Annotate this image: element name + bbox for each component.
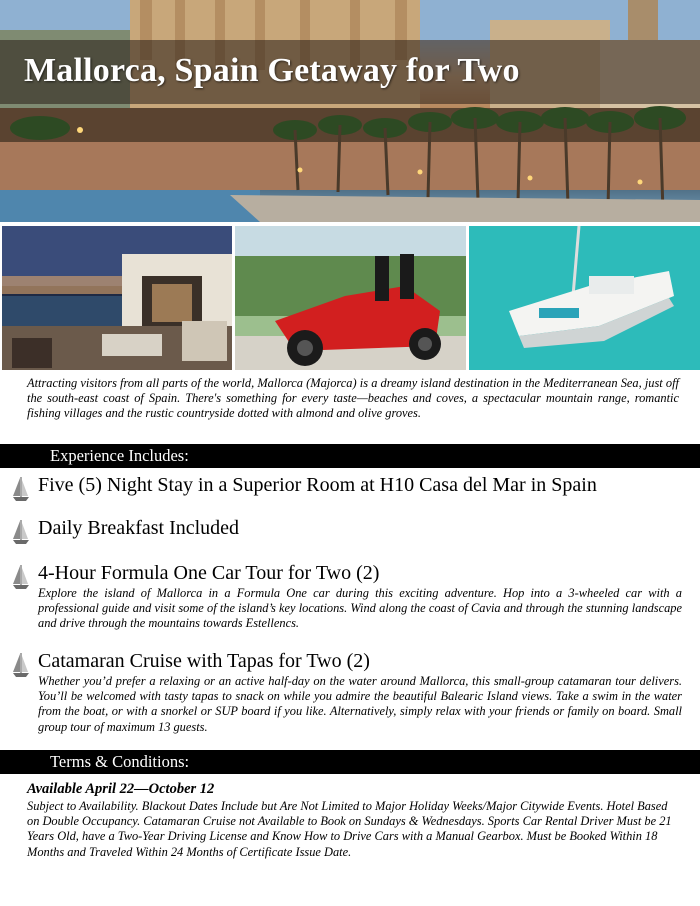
terms-heading: Terms & Conditions:: [50, 752, 190, 771]
experience-item-title: Catamaran Cruise with Tapas for Two (2): [38, 650, 370, 672]
availability-dates: Available April 22—October 12: [27, 781, 215, 797]
experience-item-title: 4-Hour Formula One Car Tour for Two (2): [38, 562, 380, 584]
sailboat-icon: [12, 519, 30, 545]
cathedral-waterfront-illustration: [0, 0, 700, 222]
experience-item-description: Explore the island of Mallorca in a Formula One car during this exciting adventure. Hop into a 3-wheeled car with a professional guide and visit some of the island’s key locations. Wind along the coast of Cavia and through the stunning landscape and drive through the mountains towards Estellencs.: [38, 586, 682, 631]
experience-item-description: Whether you’d prefer a relaxing or an active half-day on the water around Mallorca, this small-group catamaran tour delivers. You’ll be welcomed with tasty tapas to snack on while you admire the beautiful Balearic Island views. Take a swim in the water from the boat, or with a snorkel or SUP board if you like. Alternatively, simply relax with your friends or family on board. Small group tour of maximum 13 guests.: [38, 674, 682, 734]
experience-item-title: Five (5) Night Stay in a Superior Room at H10 Casa del Mar in Spain: [38, 474, 597, 496]
experience-item-title: Daily Breakfast Included: [38, 517, 240, 539]
intro-paragraph: Attracting visitors from all parts of the world, Mallorca (Majorca) is a dreamy island destination in the Mediterranean Sea, just off the south-east coast of Spain. There's something for every taste—beaches and coves, a spectacular mountain range, romantic fishing villages and the rustic countryside dotted with almond and olive groves.: [27, 376, 679, 421]
experience-heading-bar: [0, 444, 700, 468]
terms-section: [27, 781, 679, 860]
page-title: Mallorca, Spain Getaway for Two: [24, 52, 520, 89]
hotel-terrace-photo: [2, 226, 232, 370]
experience-heading: Experience Includes:: [50, 446, 189, 465]
catamaran-photo: [469, 226, 700, 370]
sailboat-icon: [12, 652, 30, 678]
hero-banner-image: [0, 0, 700, 222]
terms-text: Subject to Availability. Blackout Dates Include but Are Not Limited to Major Holiday Weeks/Major Citywide Events. Hotel Based on Double Occupancy. Catamaran Cruise not Available to Book on Sundays & Wednesdays. Sports Car Rental Driver Must be 21 Years Old, have a Two-Year Driving License and Know How to Drive Cars with a Manual Gearbox. Must be Booked Within 18 Months and Traveled Within 24 Months of Certificate Issue Date.: [27, 799, 672, 859]
sailboat-icon: [12, 564, 30, 590]
sailboat-icon: [12, 476, 30, 502]
three-wheeled-car-photo: [235, 226, 466, 370]
terms-heading-bar: [0, 750, 700, 774]
